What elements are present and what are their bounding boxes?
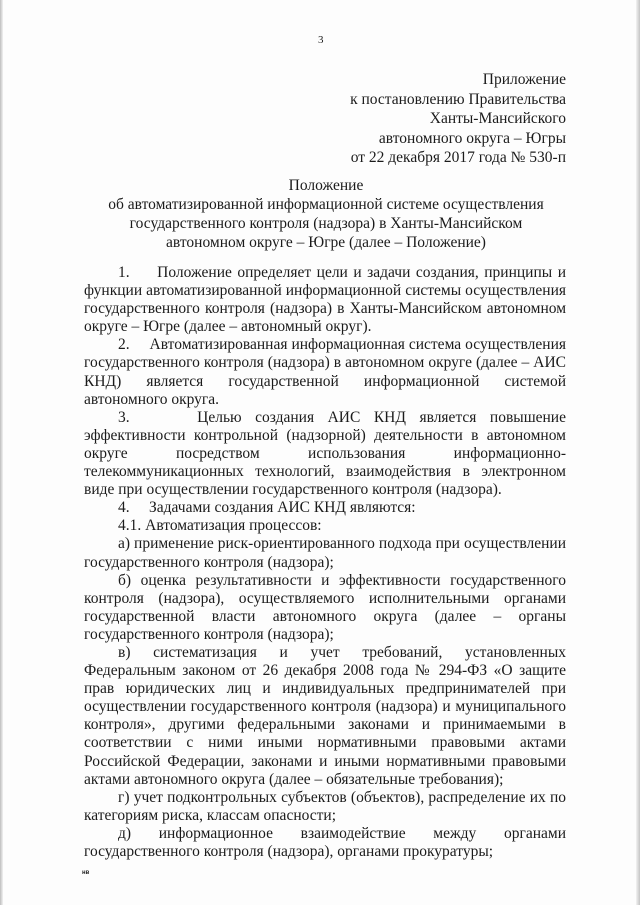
appendix-line: Приложение	[482, 71, 566, 88]
title-line: Положение	[288, 177, 364, 194]
paragraph-4-1-d: д) информационное взаимодействие между органами государственного контроля (надзора), органами прокуратуры;	[84, 824, 566, 860]
paragraph-4-1-v: в) систематизация и учет требований, установленных Федеральным законом от 26 декабря 2008 года № 294-ФЗ «О защите прав юридических лиц и индивидуальных предпринимателей при осуществлении государственного контроля (надзора) и муниципального контроля», другими федеральными законами и принимаемыми в соответствии с ними иными нормативными правовыми актами Российской Федерации, законами и иными нормативными правовыми актами автономного округа (далее – обязательные требования);	[84, 643, 566, 788]
paragraph-3: 3. Целью создания АИС КНД является повышение эффективности контрольной (надзорной) деятельности в автономном округе посредством использования информационно-телекоммуникационных технологий, взаимодействия в электронном виде при осуществлении государственного контроля (надзора).	[84, 408, 566, 499]
footer-initials: нв	[82, 870, 90, 876]
title-line: об автоматизированной информационной системе осуществления	[108, 196, 544, 213]
appendix-line: к постановлению Правительства	[350, 90, 566, 108]
document-title	[96, 176, 556, 252]
document-body	[84, 264, 566, 861]
paragraph-4-1-a: а) применение риск-ориентированного подхода при осуществлении государственного контроля (надзора);	[84, 535, 566, 571]
paragraph-4-1: 4.1. Автоматизация процессов:	[118, 517, 322, 535]
paragraph-4: 4. Задачами создания АИС КНД являются:	[118, 499, 416, 517]
paragraph-4-1-g: г) учет подконтрольных субъектов (объектов), распределение их по категориям риска, классам опасности;	[84, 788, 566, 824]
appendix-line: автономного округа – Югры	[378, 129, 566, 147]
title-line: государственного контроля (надзора) в Ханты-Мансийском	[129, 215, 523, 232]
paragraph-2: 2. Автоматизированная информационная система осуществления государственного контроля (надзора) в автономном округе (далее – АИС КНД) является государственной информационной системой автономного округа.	[84, 336, 566, 408]
appendix-header	[350, 70, 566, 168]
page-right-edge	[636, 0, 640, 905]
paragraph-1: 1. Положение определяет цели и задачи создания, принципы и функции автоматизированной информационной системы осуществления государственного контроля (надзора) в Ханты-Мансийском автономном округе – Югре (далее – автономный округ).	[84, 264, 566, 336]
appendix-line: от 22 декабря 2017 года № 530-п	[350, 149, 566, 166]
appendix-line: Ханты-Мансийского	[429, 110, 566, 127]
page-left-edge	[0, 0, 3, 905]
paragraph-4-1-b: б) оценка результативности и эффективности государственного контроля (надзора), осуществляемого исполнительными органами государственной власти автономного округа (далее – органы государственного контроля (надзора);	[84, 571, 566, 643]
page-number: 3	[318, 34, 324, 46]
title-line: автономном округе – Югре (далее – Положение)	[166, 234, 486, 251]
